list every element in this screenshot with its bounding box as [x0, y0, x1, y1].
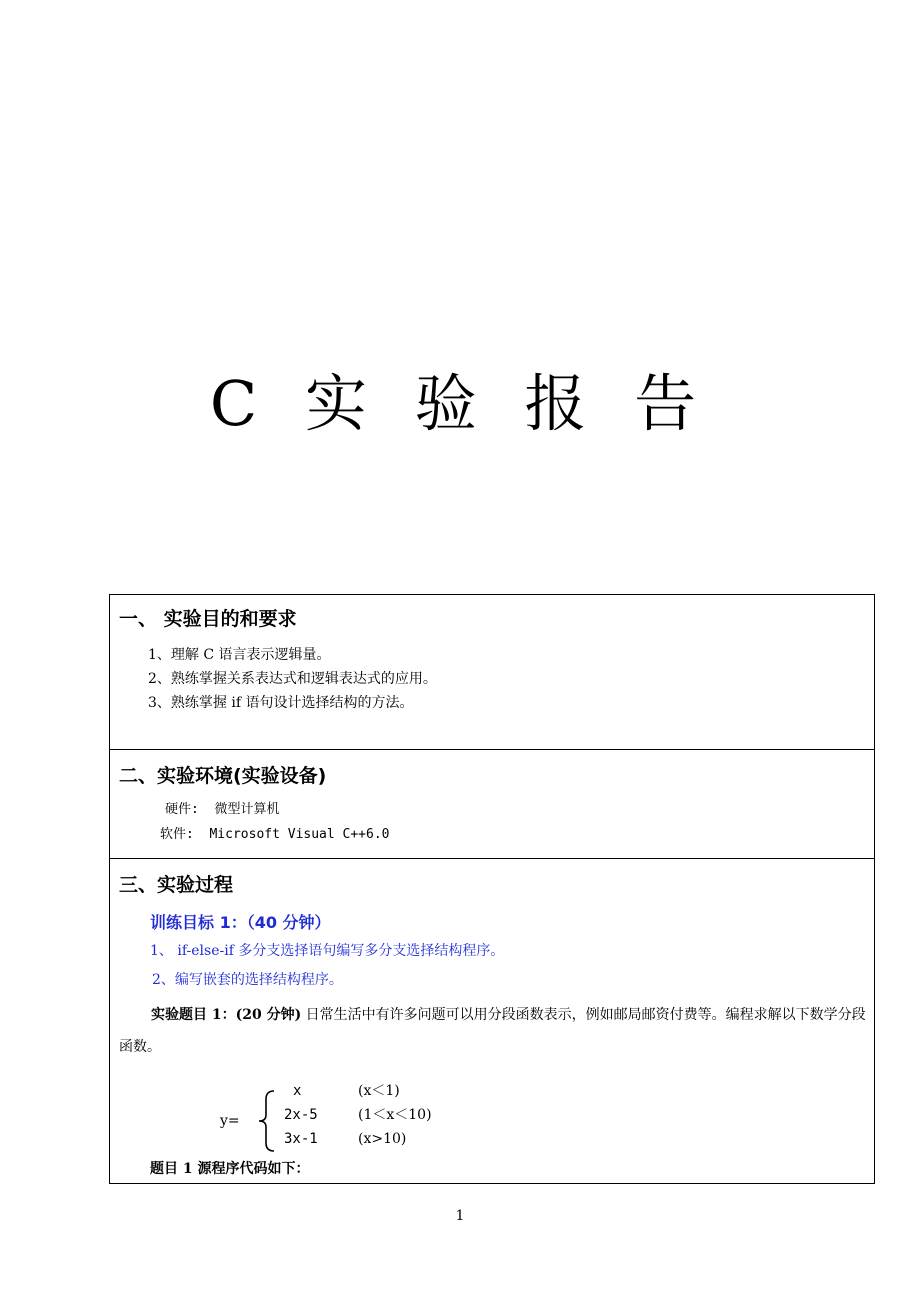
- problem-text: 日常生活中有许多问题可以用分段函数表示，例如邮局邮资付费等。编程求解以下数学分段函数。: [119, 1007, 866, 1055]
- section-environment: [109, 749, 875, 859]
- objective-item: 2、熟练掌握关系表达式和逻辑表达式的应用。: [148, 671, 437, 687]
- hardware-line: 硬件: 微型计算机: [165, 802, 280, 817]
- case-expression: x: [293, 1083, 302, 1099]
- section-heading: 二、实验环境(实验设备): [119, 765, 327, 787]
- problem-label: 实验题目 1：(20 分钟): [151, 1007, 302, 1023]
- case-expression: 3x-1: [284, 1131, 318, 1147]
- objective-item: 1、理解 C 语言表示逻辑量。: [148, 647, 331, 663]
- case-condition: (x＜1): [358, 1083, 400, 1099]
- section-objectives: [109, 594, 875, 750]
- goal-item: 2、编写嵌套的选择结构程序。: [152, 972, 343, 988]
- software-line: 软件: Microsoft Visual C++6.0: [160, 827, 390, 842]
- training-goal: 训练目标 1：（40 分钟）: [150, 913, 331, 932]
- case-expression: 2x-5: [284, 1107, 318, 1123]
- goal-item: 1、 if-else-if 多分支选择语句编写多分支选择结构程序。: [150, 943, 505, 959]
- document-title: C 实 验 报 告: [209, 367, 711, 440]
- section-heading: 三、实验过程: [119, 874, 234, 896]
- source-label: 题目 1 源程序代码如下：: [150, 1161, 310, 1177]
- case-condition: (x>10): [358, 1131, 407, 1147]
- problem-paragraph: [119, 999, 871, 1063]
- section-process: [109, 858, 875, 1184]
- function-label: y=: [220, 1113, 240, 1129]
- objective-item: 3、熟练掌握 if 语句设计选择结构的方法。: [148, 695, 414, 711]
- brace-icon: [256, 1089, 278, 1153]
- section-heading: 一、 实验目的和要求: [119, 608, 297, 630]
- case-condition: (1＜x＜10): [358, 1107, 432, 1123]
- page-number: 1: [455, 1208, 465, 1224]
